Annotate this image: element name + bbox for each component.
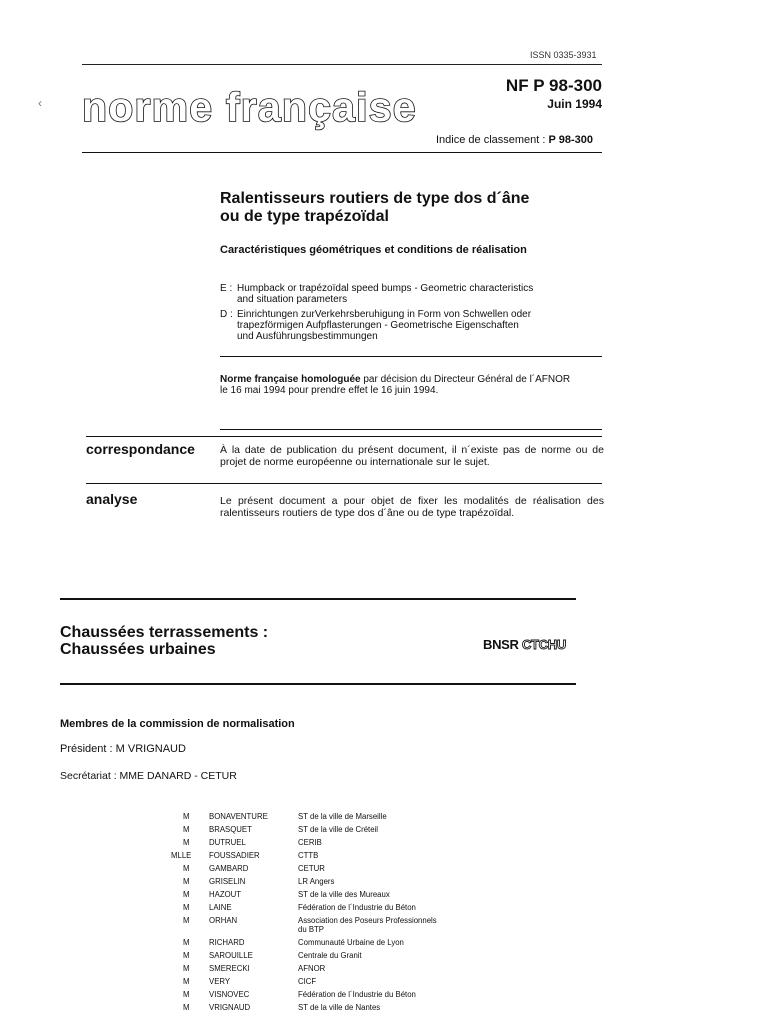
member-row	[171, 890, 621, 903]
member-row	[171, 1003, 621, 1016]
member-name: GRISELIN	[209, 877, 246, 886]
analyse-label: analyse	[86, 491, 138, 507]
member-organization: Centrale du Granit	[298, 951, 362, 960]
member-title: M	[183, 838, 190, 847]
member-row	[171, 977, 621, 990]
section-line-1: Chaussées terrassements :	[60, 624, 269, 641]
homologation-text	[220, 374, 610, 396]
document-subtitle: Caractéristiques géométriques et conditions de réalisation	[220, 244, 527, 256]
members-table	[171, 812, 621, 1016]
member-title: M	[183, 812, 190, 821]
english-title	[220, 283, 605, 305]
member-title: M	[183, 916, 190, 925]
member-title: M	[183, 1003, 190, 1012]
member-row	[171, 812, 621, 825]
member-name: VRIGNAUD	[209, 1003, 251, 1012]
member-title: M	[183, 877, 190, 886]
document-title	[220, 190, 600, 226]
member-organization: CICF	[298, 977, 317, 986]
bnsr-suffix: CTCHU	[521, 637, 566, 652]
english-prefix: E :	[220, 283, 233, 294]
member-title: M	[183, 977, 190, 986]
member-organization: CTTB	[298, 851, 319, 860]
member-title: M	[183, 938, 190, 947]
publication-date: Juin 1994	[547, 97, 602, 111]
member-organization: ST de la ville de Créteil	[298, 825, 379, 834]
correspondance-label: correspondance	[86, 441, 195, 457]
member-name: SAROUILLE	[209, 951, 253, 960]
secretariat: Secrétariat : MME DANARD - CETUR	[60, 770, 237, 782]
president: Président : M VRIGNAUD	[60, 743, 186, 755]
member-name: VERY	[209, 977, 231, 986]
member-organization: ST de la ville de Nantes	[298, 1003, 381, 1012]
section-top-rule	[60, 598, 576, 600]
bnsr-prefix: BNSR	[483, 637, 522, 652]
member-name: LAINE	[209, 903, 232, 912]
member-row	[171, 903, 621, 916]
section-line-2: Chaussées urbaines	[60, 641, 216, 658]
member-name: ORHAN	[209, 916, 238, 925]
member-row	[171, 825, 621, 838]
title-line-2: ou de type trapézoïdal	[220, 208, 389, 225]
member-name: HAZOUT	[209, 890, 242, 899]
standard-code: NF P 98-300	[505, 76, 602, 95]
homologation-text-1: par décision du Directeur Général de l´AFNOR	[360, 374, 571, 385]
member-organization: CERIB	[298, 838, 322, 847]
german-line-3: und Ausführungsbestimmungen	[237, 331, 378, 342]
analyse-text: Le présent document a pour objet de fixer les modalités de réalisation des ralentisseurs routiers de type dos d´âne ou de type trapézoïdal.	[220, 495, 604, 519]
member-name: BRASQUET	[209, 825, 252, 834]
member-row	[171, 964, 621, 977]
section-title	[60, 624, 268, 658]
member-name: FOUSSADIER	[209, 851, 260, 860]
member-organization: ST de la ville des Mureaux	[298, 890, 390, 899]
member-organization: ST de la ville de Marseille	[298, 812, 387, 821]
members-heading: Membres de la commission de normalisation	[60, 718, 295, 730]
member-name: GAMBARD	[209, 864, 249, 873]
member-title: M	[183, 825, 190, 834]
member-name: RICHARD	[209, 938, 245, 947]
german-line-1: Einrichtungen zurVerkehrsberuhigung in Form von Schwellen oder	[237, 309, 532, 320]
header-top-rule	[82, 64, 602, 65]
member-title: M	[183, 951, 190, 960]
german-line-2: trapezförmigen Aufpflasterungen - Geometrische Eigenschaften	[237, 320, 519, 331]
section-bottom-rule	[60, 683, 576, 685]
member-row	[171, 864, 621, 877]
header-bottom-rule	[82, 152, 602, 153]
member-row	[171, 916, 621, 938]
homologation-bold: Norme française homologuée	[220, 374, 361, 385]
homologation-rule	[220, 429, 602, 430]
english-line-1: Humpback or trapézoïdal speed bumps - Geometric characteristics	[237, 283, 534, 294]
member-name: DUTRUEL	[209, 838, 246, 847]
member-row	[171, 838, 621, 851]
member-title: M	[183, 864, 190, 873]
member-organization: Communauté Urbaine de Lyon	[298, 938, 404, 947]
member-title: M	[183, 964, 190, 973]
analyse-rule	[86, 483, 602, 484]
member-organization: Fédération de l´Industrie du Béton	[298, 990, 416, 999]
classification-label: Indice de classement :	[436, 134, 549, 146]
title-line-1: Ralentisseurs routiers de type dos d´âne	[220, 190, 530, 207]
german-prefix: D :	[220, 309, 233, 320]
member-title: M	[183, 990, 190, 999]
member-organization: AFNOR	[298, 964, 326, 973]
classification-value: P 98-300	[548, 134, 593, 146]
member-title: M	[183, 890, 190, 899]
english-line-2: and situation parameters	[237, 294, 348, 305]
document-type-title: norme française	[82, 84, 417, 130]
member-row	[171, 938, 621, 951]
member-organization: CETUR	[298, 864, 325, 873]
correspondance-rule	[86, 436, 602, 437]
member-name: VISNOVEC	[209, 990, 250, 999]
member-organization: Fédération de l´Industrie du Béton	[298, 903, 416, 912]
correspondance-text: À la date de publication du présent document, il n´existe pas de norme ou de projet de norme européenne ou internationale sur le sujet.	[220, 444, 604, 468]
classification-index	[436, 134, 593, 146]
member-name: BONAVENTURE	[209, 812, 268, 821]
member-row	[171, 851, 621, 864]
member-row	[171, 990, 621, 1003]
member-row	[171, 951, 621, 964]
member-row	[171, 877, 621, 890]
member-organization: LR Angers	[298, 877, 335, 886]
member-name: SMERECKI	[209, 964, 250, 973]
member-organization: Association des Poseurs Professionnels du BTP	[298, 916, 437, 934]
bnsr-code	[483, 637, 566, 652]
margin-mark: ‹	[38, 96, 42, 110]
homologation-text-2: le 16 mai 1994 pour prendre effet le 16 juin 1994.	[220, 385, 439, 396]
member-title: MLLE	[171, 851, 192, 860]
german-title	[220, 309, 605, 342]
issn-number: ISSN 0335-3931	[530, 50, 597, 60]
title-rule	[220, 356, 602, 357]
member-title: M	[183, 903, 190, 912]
